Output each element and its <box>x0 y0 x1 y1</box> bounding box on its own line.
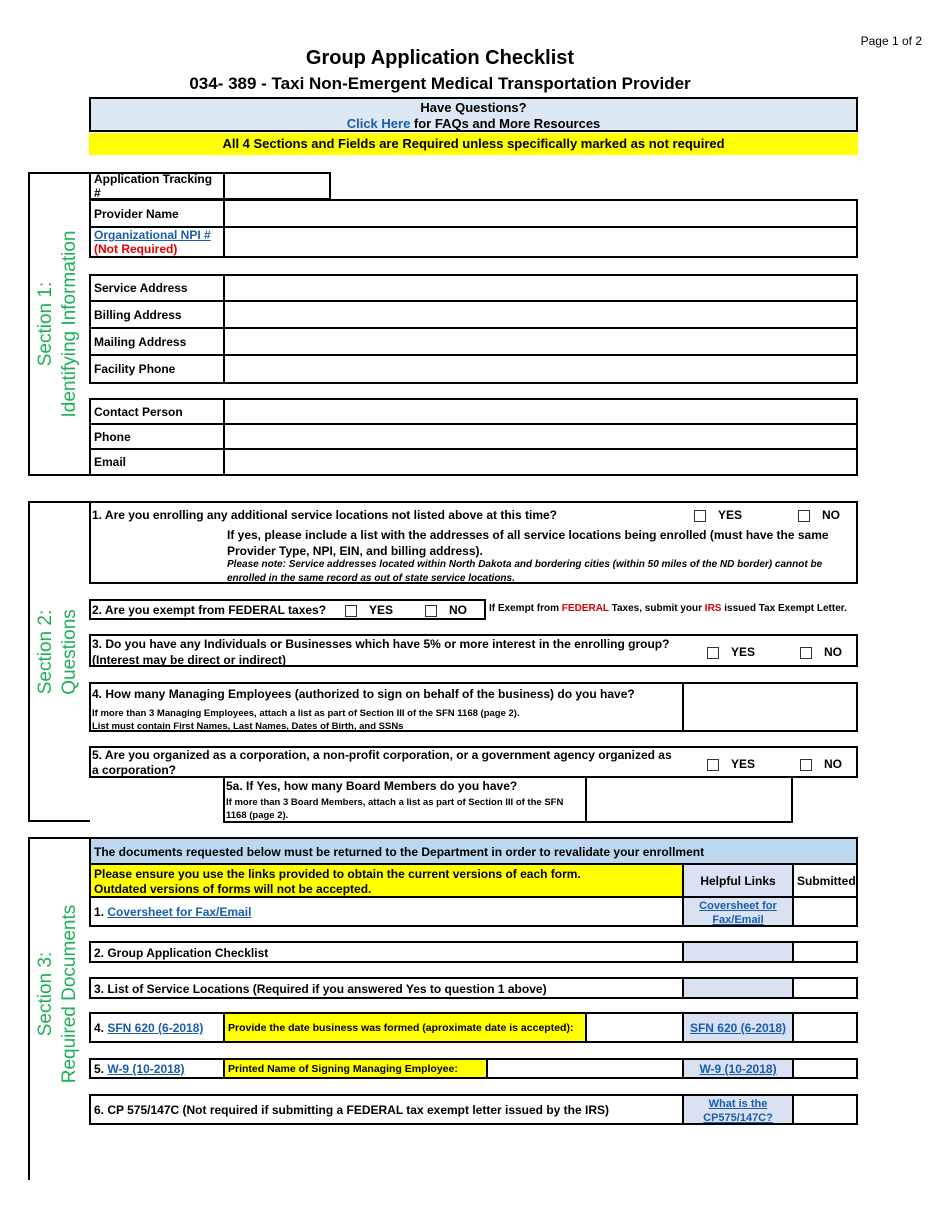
question-4-note1: If more than 3 Managing Employees, attach a list as part of Section III of the SFN 1168 (page 2). <box>92 708 520 719</box>
doc-6-submitted[interactable] <box>792 1094 858 1125</box>
question-5a-note: If more than 3 Board Members, attach a list as part of Section III of the SFN 1168 (page 2). <box>226 797 564 821</box>
checkbox-icon[interactable] <box>694 510 706 522</box>
question-4 <box>89 682 684 732</box>
checkbox-icon[interactable] <box>798 510 810 522</box>
service-address-label: Service Address <box>89 274 225 302</box>
ensure-line2: Outdated versions of forms will not be accepted. <box>94 882 372 896</box>
question-3-no[interactable]: NO <box>800 645 842 659</box>
mailing-address-input[interactable] <box>223 327 858 356</box>
question-5 <box>89 746 858 778</box>
doc-6: 6. CP 575/147C (Not required if submitting a FEDERAL tax exempt letter issued by the IRS) <box>89 1094 684 1125</box>
checkbox-icon[interactable] <box>707 759 719 771</box>
helpful-links-header: Helpful Links <box>682 863 794 898</box>
faq-link[interactable]: Click Here <box>346 116 411 131</box>
doc-5-name-input[interactable] <box>486 1058 684 1079</box>
mailing-address-label: Mailing Address <box>89 327 225 356</box>
checkbox-icon[interactable] <box>425 605 437 617</box>
phone-input[interactable] <box>223 423 858 450</box>
doc-2-help <box>682 941 794 963</box>
question-5a-text: 5a. If Yes, how many Board Members do you have? <box>226 779 518 793</box>
email-label: Email <box>89 448 225 476</box>
question-1 <box>89 501 858 584</box>
question-4-text: 4. How many Managing Employees (authorized to sign on behalf of the business) do you have? <box>92 687 635 701</box>
question-3-yes[interactable]: YES <box>707 645 755 659</box>
doc-4-help-link[interactable]: SFN 620 (6-2018) <box>689 1021 787 1035</box>
email-input[interactable] <box>223 448 858 476</box>
doc-5-link[interactable]: W-9 (10-2018) <box>107 1062 185 1076</box>
provider-name-input[interactable] <box>223 199 858 228</box>
question-4-note2: List must contain First Names, Last Names, Dates of Birth, and SSNs <box>92 721 404 732</box>
doc-4-link[interactable]: SFN 620 (6-2018) <box>107 1021 204 1035</box>
doc-6-help <box>682 1094 794 1125</box>
npi-input[interactable] <box>223 226 858 258</box>
question-2-note: If Exempt from FEDERAL Taxes, submit your IRS issued Tax Exempt Letter. <box>489 603 847 614</box>
ensure-line1: Please ensure you use the links provided to obtain the current versions of each form. <box>94 867 581 881</box>
doc-3: 3. List of Service Locations (Required if you answered Yes to question 1 above) <box>89 977 684 999</box>
checkbox-icon[interactable] <box>800 759 812 771</box>
doc-1-link[interactable]: Coversheet for Fax/Email <box>107 905 252 919</box>
provider-name-label: Provider Name <box>89 199 225 228</box>
doc-4-submitted[interactable] <box>792 1012 858 1043</box>
doc-6-help-link[interactable]: What is the CP575/147C? <box>703 1098 773 1124</box>
question-2-no[interactable]: NO <box>425 603 467 617</box>
tracking-label: Application Tracking # <box>89 172 225 200</box>
question-5-text: 5. Are you organized as a corporation, a non-profit corporation, or a government agency organized as a corporation? <box>92 748 672 777</box>
section3-header: The documents requested below must be returned to the Department in order to revalidate your enrollment <box>89 837 858 865</box>
question-4-input[interactable] <box>682 682 858 732</box>
section3-ensure-notice <box>89 863 684 898</box>
facility-phone-label: Facility Phone <box>89 354 225 384</box>
doc-2: 2. Group Application Checklist <box>89 941 684 963</box>
doc-4: 4. SFN 620 (6-2018) <box>89 1012 225 1043</box>
npi-label <box>89 226 225 258</box>
doc-5-help-link[interactable]: W-9 (10-2018) <box>699 1062 777 1076</box>
doc-1-help-link[interactable]: Coversheet for Fax/Email <box>699 900 777 926</box>
question-1-text: 1. Are you enrolling any additional service locations not listed above at this time? <box>92 508 557 522</box>
doc-5: 5. W-9 (10-2018) <box>89 1058 225 1079</box>
npi-not-required: (Not Required) <box>94 242 178 256</box>
faq-link-suffix: for FAQs and More Resources <box>410 116 601 131</box>
question-3-text: 3. Do you have any Individuals or Businesses which have 5% or more interest in the enrolling group? (Interest may be direct or indirect) <box>92 637 670 667</box>
question-5-no[interactable]: NO <box>800 757 842 771</box>
question-2-yes[interactable]: YES <box>345 603 393 617</box>
section3-label <box>34 844 82 1144</box>
contact-person-label: Contact Person <box>89 398 225 425</box>
npi-link[interactable]: Organizational NPI # <box>94 228 211 242</box>
doc-5-help <box>682 1058 794 1079</box>
page-number: Page 1 of 2 <box>860 34 922 48</box>
doc-2-submitted[interactable] <box>792 941 858 963</box>
checkbox-icon[interactable] <box>707 647 719 659</box>
required-notice: All 4 Sections and Fields are Required unless specifically marked as not required <box>89 133 858 155</box>
questions-box <box>89 97 858 132</box>
doc-1: 1. Coversheet for Fax/Email <box>89 896 684 927</box>
section1-label-line1: Section 1: <box>35 281 56 367</box>
question-1-note: Please note: Service addresses located within North Dakota and bordering cities (within 50 miles of the ND border) cannot be enrolled in the same record as out of state service locations. <box>227 559 823 584</box>
checkbox-icon[interactable] <box>345 605 357 617</box>
phone-label: Phone <box>89 423 225 450</box>
page-subtitle: 034- 389 - Taxi Non-Emergent Medical Transportation Provider <box>189 74 691 93</box>
section2-label-line2: Questions <box>59 609 80 695</box>
section1-label <box>34 174 82 474</box>
question-2 <box>89 599 486 620</box>
section3-label-line1: Section 3: <box>35 951 56 1037</box>
question-1-yes[interactable]: YES <box>694 508 742 522</box>
doc-1-help <box>682 896 794 927</box>
question-3 <box>89 634 858 667</box>
tracking-input[interactable] <box>223 172 331 200</box>
section2-label <box>34 502 82 802</box>
billing-address-input[interactable] <box>223 300 858 329</box>
doc-4-date-input[interactable] <box>585 1012 684 1043</box>
doc-3-submitted[interactable] <box>792 977 858 999</box>
page-title: Group Application Checklist <box>305 47 575 69</box>
billing-address-label: Billing Address <box>89 300 225 329</box>
question-5a-input[interactable] <box>585 776 793 823</box>
section1-label-line2: Identifying Information <box>59 230 80 418</box>
question-1-detail: If yes, please include a list with the addresses of all service locations being enrolled (must have the same Provider Type, NPI, EIN, and billing address). <box>227 528 829 558</box>
section3-label-line2: Required Documents <box>59 904 80 1084</box>
doc-5-prompt: Printed Name of Signing Managing Employee: <box>223 1058 488 1079</box>
questions-heading: Have Questions? <box>420 100 527 115</box>
question-5-yes[interactable]: YES <box>707 757 755 771</box>
doc-4-help <box>682 1012 794 1043</box>
checkbox-icon[interactable] <box>800 647 812 659</box>
facility-phone-input[interactable] <box>223 354 858 384</box>
doc-3-help <box>682 977 794 999</box>
doc-4-prompt: Provide the date business was formed (aproximate date is accepted): <box>223 1012 587 1043</box>
doc-5-submitted[interactable] <box>792 1058 858 1079</box>
doc-1-submitted[interactable] <box>792 896 858 927</box>
section2-label-line1: Section 2: <box>35 609 56 695</box>
service-address-input[interactable] <box>223 274 858 302</box>
question-2-text: 2. Are you exempt from FEDERAL taxes? <box>92 603 327 617</box>
submitted-header: Submitted <box>792 863 858 898</box>
question-5a <box>223 776 587 823</box>
question-1-no[interactable]: NO <box>798 508 840 522</box>
contact-person-input[interactable] <box>223 398 858 425</box>
